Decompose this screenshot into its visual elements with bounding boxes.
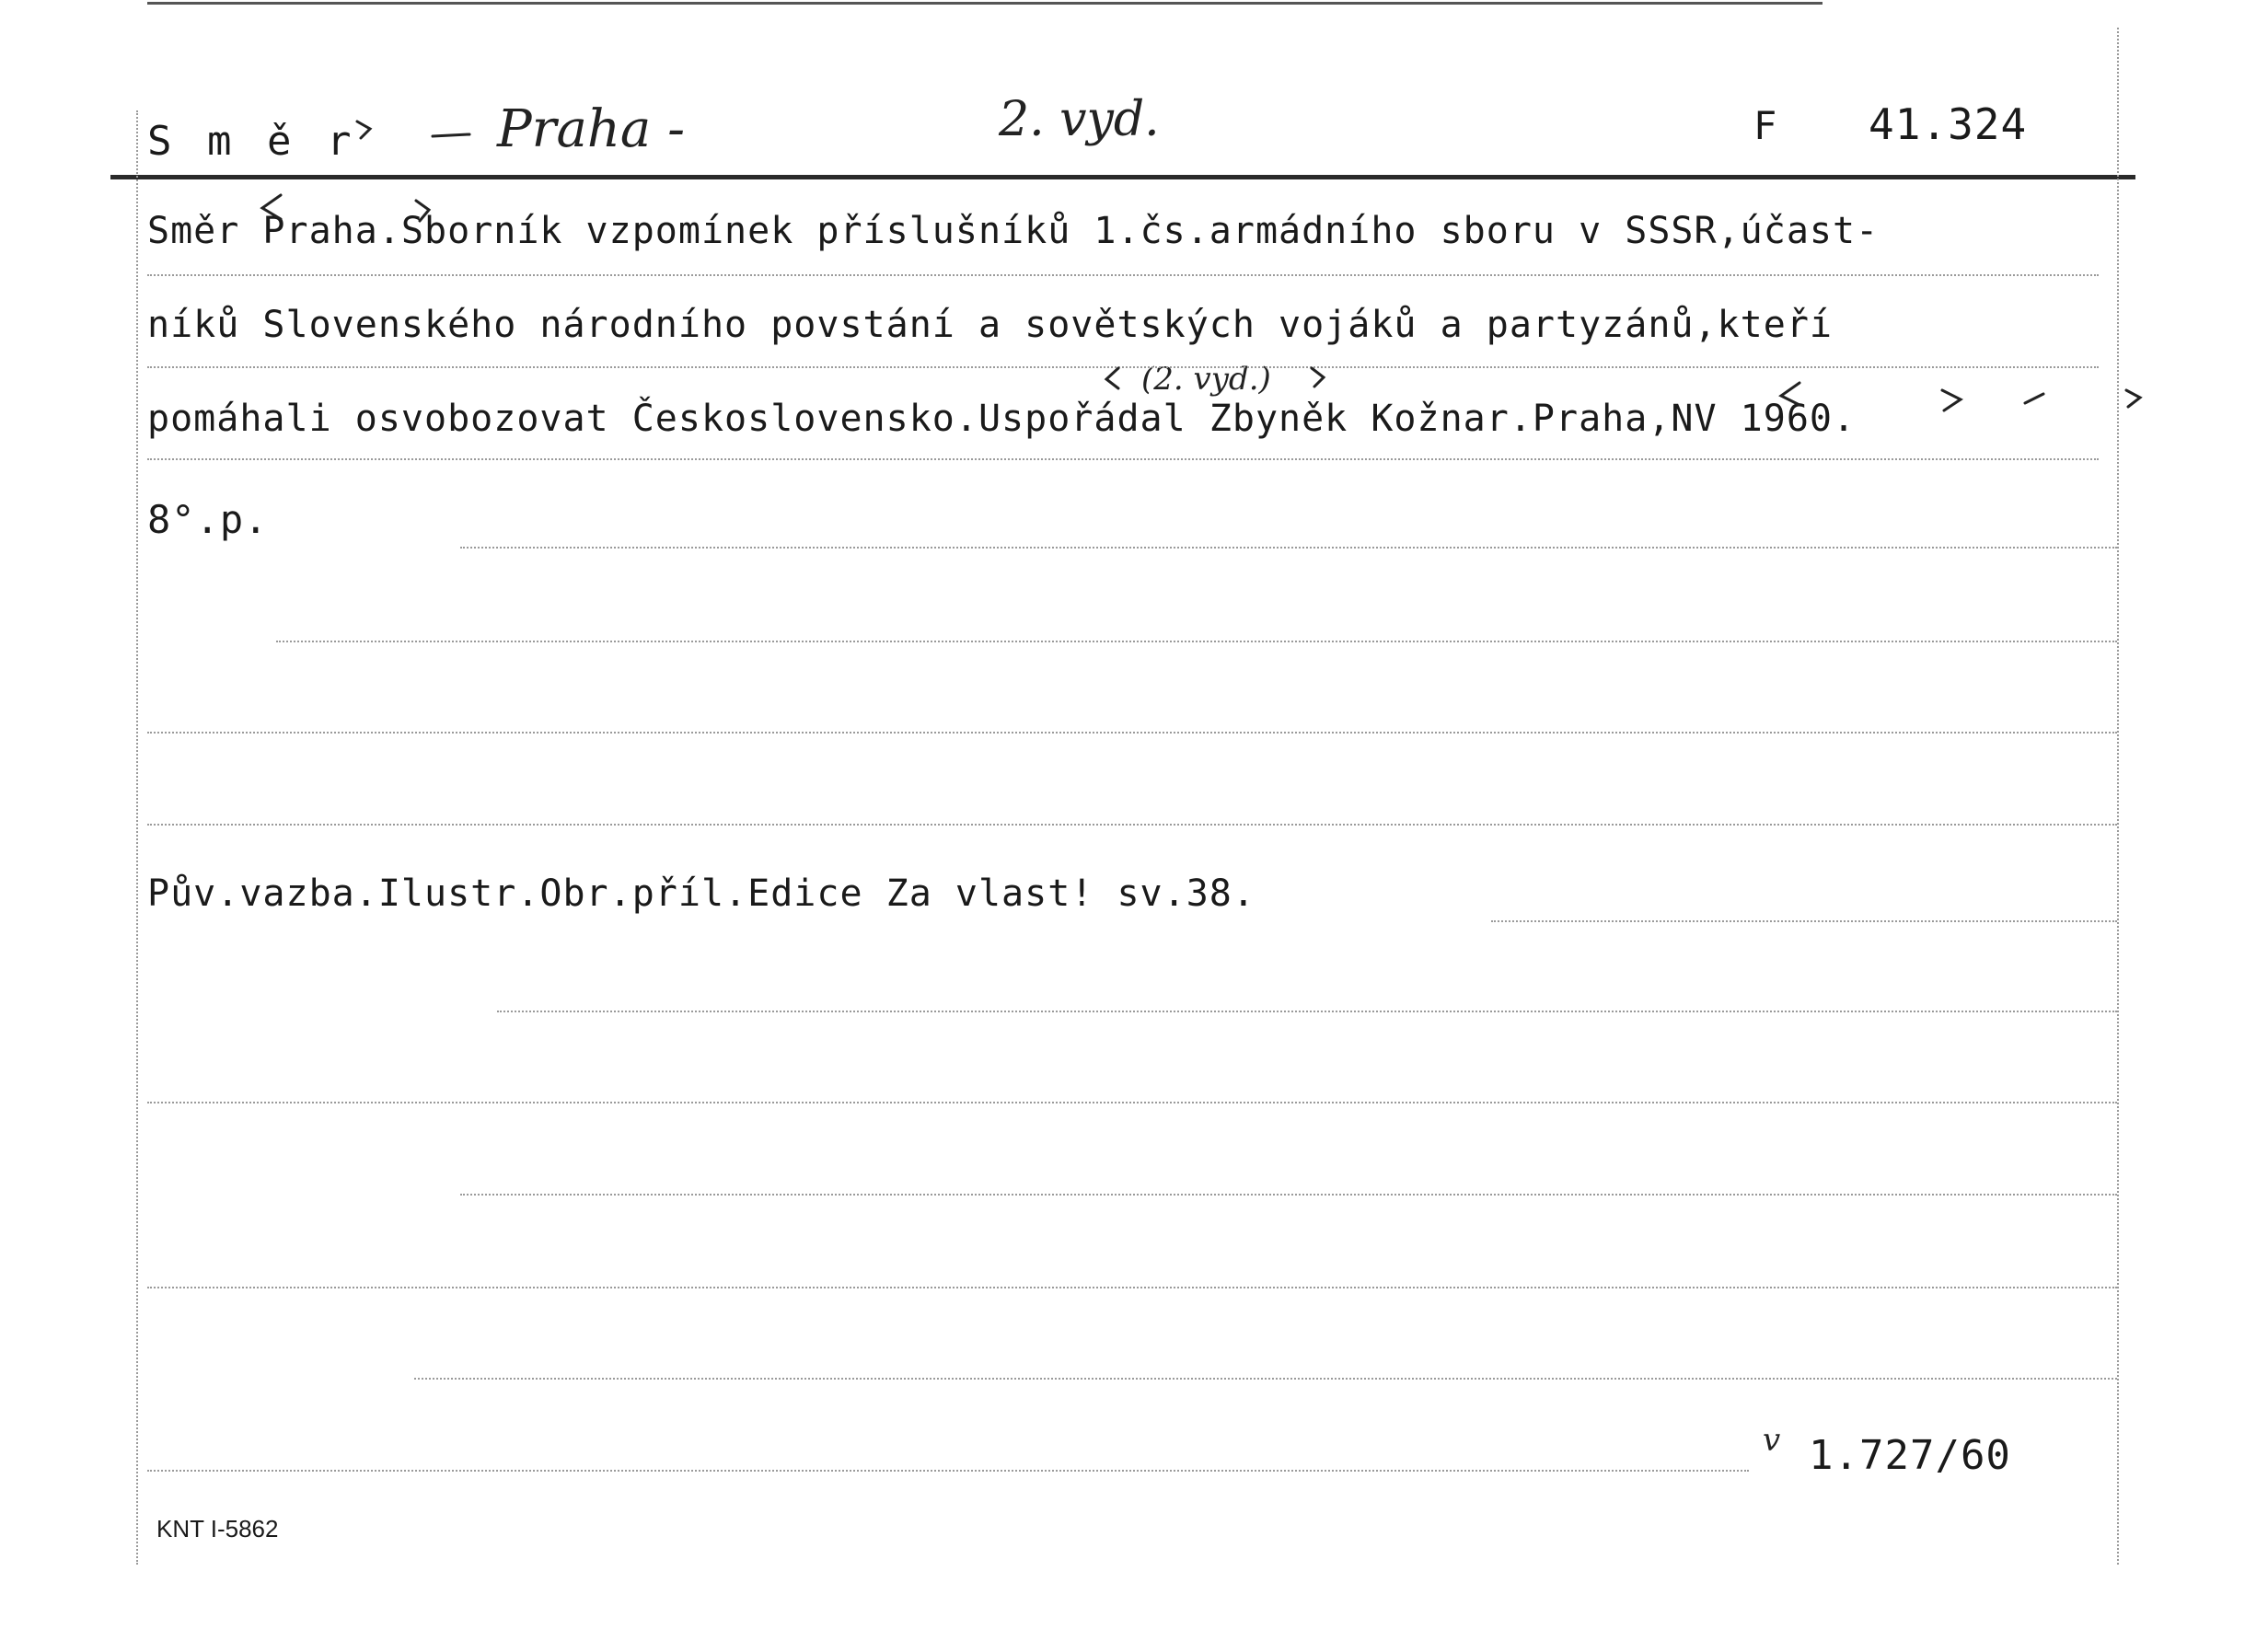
footer-code: KNT I-5862 — [156, 1515, 279, 1542]
call-number: 41.324 — [1869, 99, 2028, 149]
interlinear-note: (2. vyd.) — [1141, 361, 1271, 398]
angle-mark — [2126, 390, 2140, 407]
accession-prefix-mark: v — [1763, 1422, 1781, 1459]
angle-mark — [1781, 383, 1799, 405]
body-line-1: Směr Praha.Sborník vzpomínek příslušníků 1.čs.armádního sboru v SSSR,účast- — [147, 210, 1880, 252]
heading-handwritten-place: Praha - — [497, 99, 686, 159]
angle-mark — [357, 121, 370, 138]
heading-label: S m ě r — [147, 118, 357, 165]
angle-mark — [1312, 368, 1324, 387]
angle-mark — [262, 195, 281, 219]
angle-mark — [1942, 390, 1961, 410]
body-line-2: níků Slovenského národního povstání a sovětských vojáků a partyzánů,kteří — [147, 304, 1833, 346]
heading-handwritten-edition: 2. vyd. — [999, 92, 1160, 147]
body-line-4: 8°.p. — [147, 497, 269, 542]
angle-mark — [416, 201, 429, 221]
angle-mark — [1106, 368, 1118, 388]
accession-number: 1.727/60 — [1809, 1432, 2011, 1479]
dash-mark — [433, 134, 469, 136]
angle-mark — [2025, 394, 2043, 403]
body-line-3: pomáhali osvobozovat Československo.Uspořádal Zbyněk Kožnar.Praha,NV 1960. — [147, 398, 1857, 440]
notes-line: Pův.vazba.Ilustr.Obr.příl.Edice Za vlast! sv.38. — [147, 872, 1256, 915]
fund-letter: F — [1753, 103, 1778, 148]
